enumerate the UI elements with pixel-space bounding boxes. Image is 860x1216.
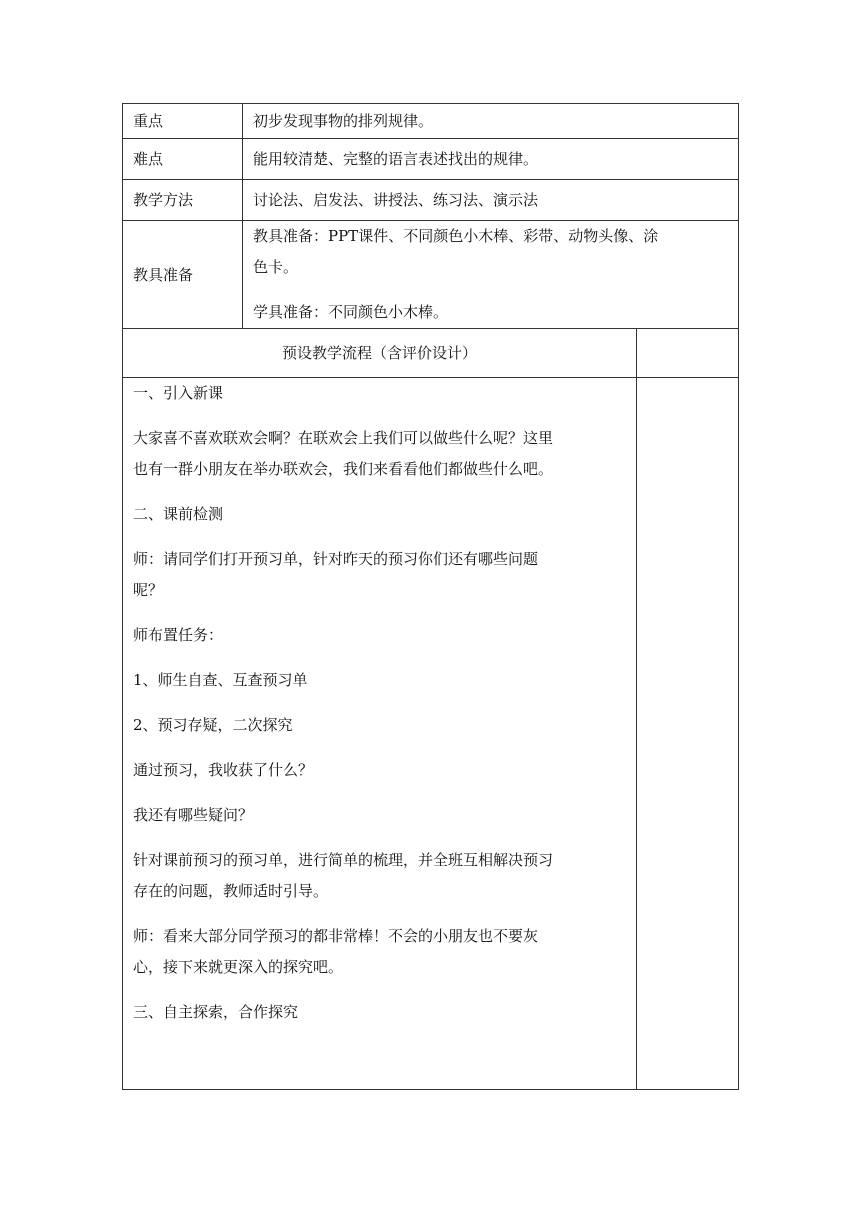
flow-title: 预设教学流程（含评价设计） (123, 329, 637, 378)
row-preparation (123, 221, 739, 329)
reflection-question-2: 我还有哪些疑问？ (133, 806, 254, 824)
difficulty-label: 难点 (123, 139, 243, 180)
teacher-encourage-line1: 师：看来大部分同学预习的都非常棒！不会的小朋友也不要灰 (133, 927, 539, 945)
flow-content (123, 378, 637, 1090)
method-label: 教学方法 (123, 180, 243, 221)
teacher-encourage-line2: 心，接下来就更深入的探究吧。 (133, 958, 344, 976)
teacher-materials-line2: 色卡。 (253, 258, 299, 276)
key-point-value: 初步发现事物的排列规律。 (243, 104, 739, 139)
section-intro-heading: 一、引入新课 (133, 384, 224, 402)
teacher-question-line1: 师：请同学们打开预习单，针对昨天的预习你们还有哪些问题 (133, 550, 539, 568)
intro-text-line1: 大家喜不喜欢联欢会啊？在联欢会上我们可以做些什么呢？这里 (133, 429, 554, 447)
review-text-line2: 存在的问题，教师适时引导。 (133, 882, 329, 900)
row-flow-header (123, 329, 739, 378)
row-flow-content (123, 378, 739, 1090)
preparation-label: 教具准备 (123, 221, 243, 329)
key-point-label: 重点 (123, 104, 243, 139)
difficulty-value: 能用较清楚、完整的语言表述找出的规律。 (243, 139, 739, 180)
section-explore-heading: 三、自主探索，合作探究 (133, 1003, 299, 1021)
row-method (123, 180, 739, 221)
task-heading: 师布置任务： (133, 626, 224, 644)
review-text-line1: 针对课前预习的预习单，进行简单的梳理，并全班互相解决预习 (133, 851, 554, 869)
lesson-plan-table (122, 103, 739, 1090)
task-item-2: 2、预习存疑，二次探究 (133, 716, 293, 734)
preparation-value (243, 221, 739, 329)
reflection-question-1: 通过预习，我收获了什么？ (133, 761, 314, 779)
method-value: 讨论法、启发法、讲授法、练习法、演示法 (243, 180, 739, 221)
teacher-question-line2: 呢？ (133, 581, 164, 599)
row-difficulty (123, 139, 739, 180)
row-key-point (123, 104, 739, 139)
evaluation-column (637, 378, 739, 1090)
task-item-1: 1、师生自查、互查预习单 (133, 671, 308, 689)
intro-text-line2: 也有一群小朋友在举办联欢会，我们来看看他们都做些什么吧。 (133, 460, 554, 478)
teacher-materials-line1: 教具准备：PPT课件、不同颜色小木棒、彩带、动物头像、涂 (253, 227, 659, 245)
section-pretest-heading: 二、课前检测 (133, 505, 224, 523)
student-materials: 学具准备：不同颜色小木棒。 (253, 303, 449, 321)
flow-header-side (637, 329, 739, 378)
